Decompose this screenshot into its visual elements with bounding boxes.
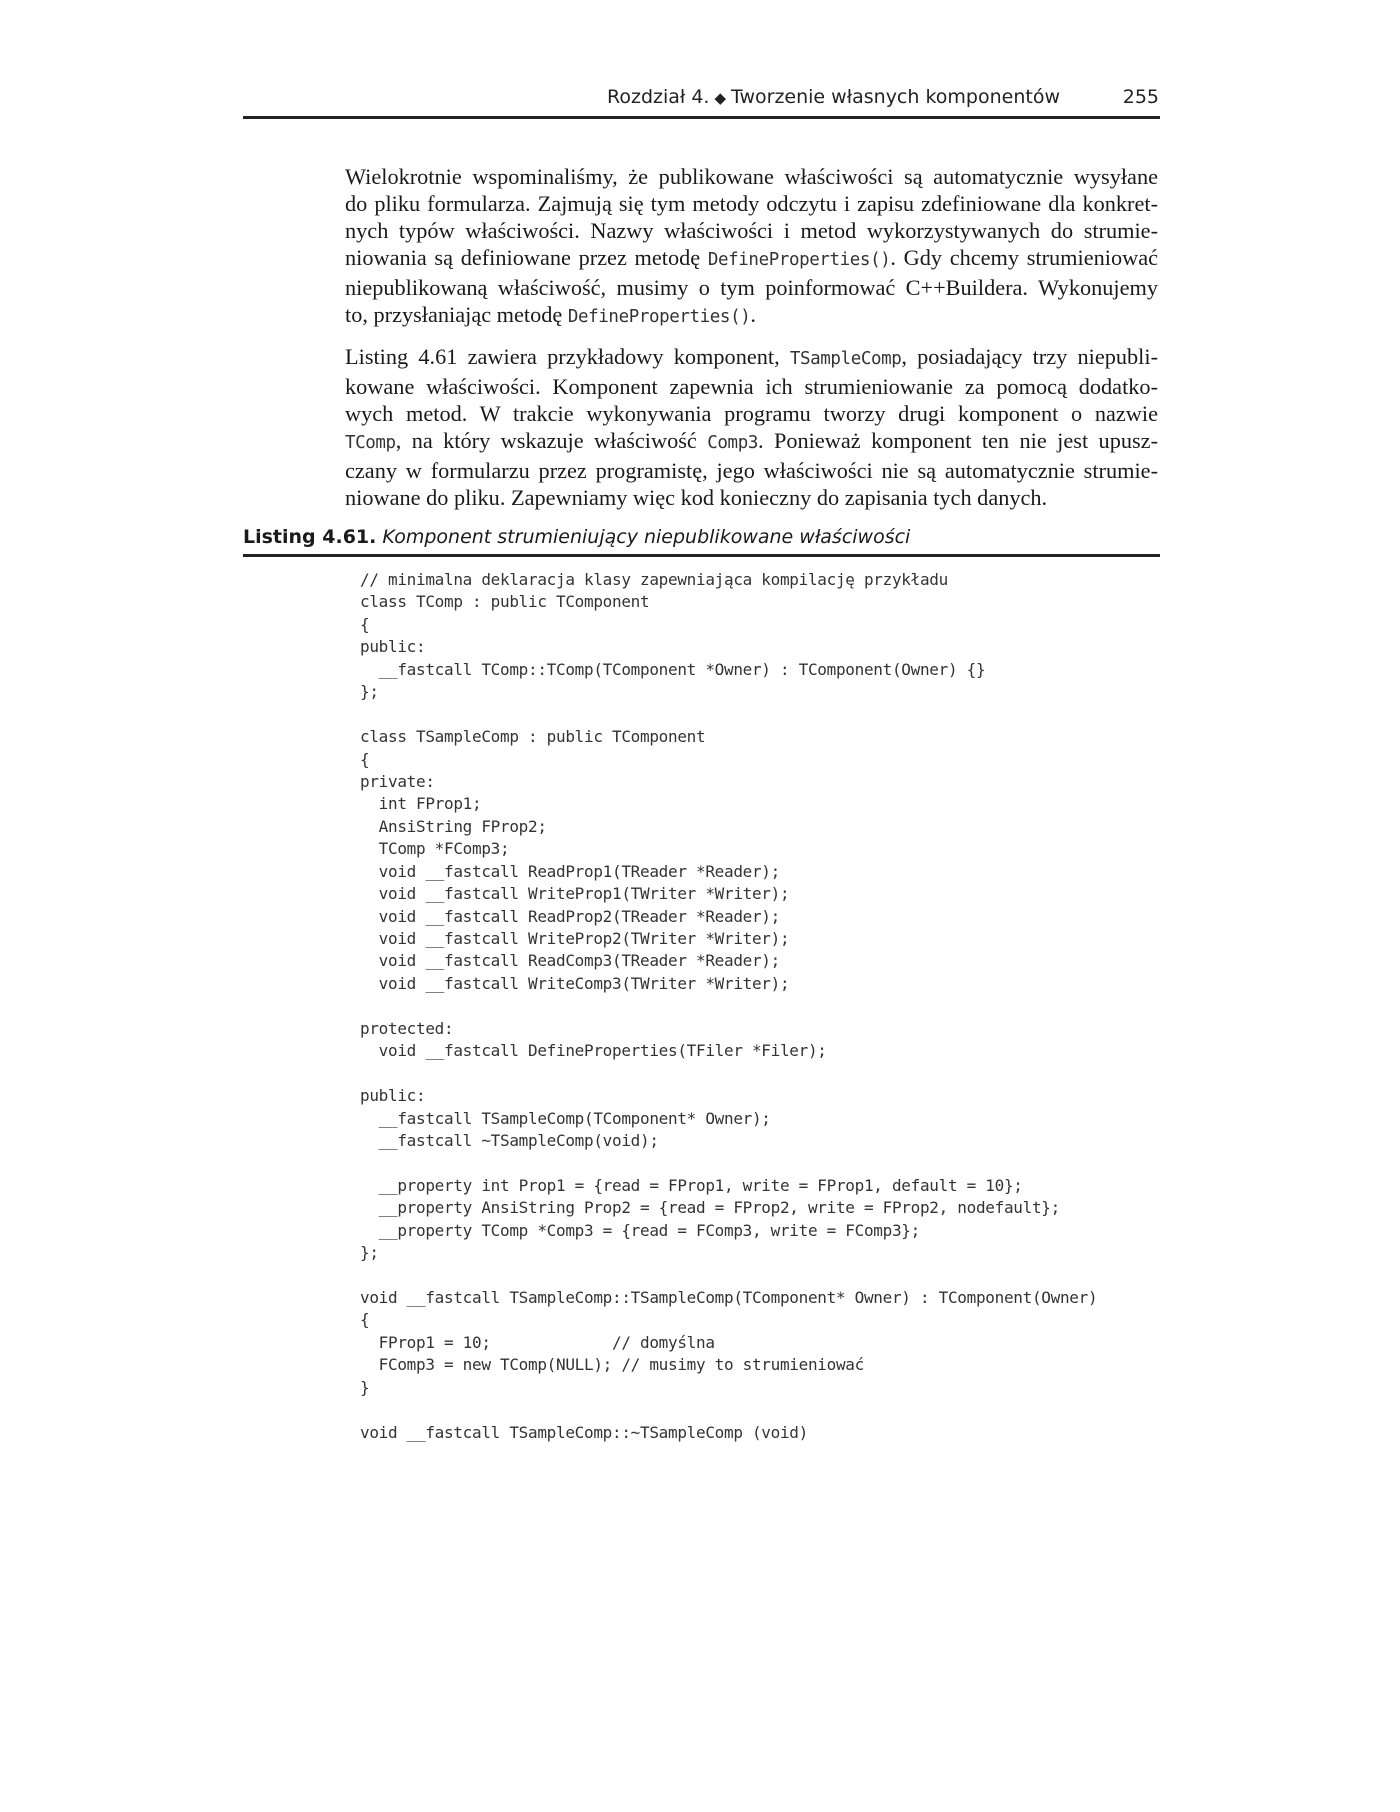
code-line: void __fastcall ReadComp3(TReader *Reader); [360, 951, 780, 971]
code-line: void __fastcall WriteComp3(TWriter *Writer); [360, 973, 790, 993]
running-header-title [607, 86, 1060, 108]
listing-title: Komponent strumieniujący niepublikowane właściwości [382, 526, 911, 548]
code-line: __fastcall TSampleComp(TComponent* Owner); [360, 1108, 771, 1128]
code-line: public: [360, 1086, 426, 1106]
code-line [360, 1063, 1097, 1085]
diamond-icon: ◆ [714, 89, 727, 107]
code-line: { [360, 1310, 370, 1330]
code-line: private: [360, 771, 435, 791]
paragraph-1 [345, 163, 1158, 331]
paragraph-line: niowania są definiowane przez metodę DefineProperties(). Gdy chcemy strumieniować [345, 245, 1158, 270]
code-line: void __fastcall ReadProp1(TReader *Reader); [360, 861, 780, 881]
paragraph-line: Listing 4.61 zawiera przykładowy komponent, TSampleComp, posiadający trzy niepubli- [345, 344, 1158, 369]
paragraph-line: czany w formularzu przez programistę, jego właściwości nie są automatycznie strumie- [345, 458, 1158, 483]
code-line: __fastcall ~TSampleComp(void); [360, 1130, 659, 1150]
code-line: class TSampleComp : public TComponent [360, 727, 706, 747]
paragraph-line: TComp, na który wskazuje właściwość Comp3. Ponieważ komponent ten nie jest upusz- [345, 428, 1159, 453]
code-line: public: [360, 637, 426, 657]
code-line: void __fastcall WriteProp1(TWriter *Writer); [360, 884, 790, 904]
inline-code: TSampleComp [789, 349, 902, 369]
code-line [360, 704, 1097, 726]
code-line [360, 995, 1097, 1017]
code-line: void __fastcall TSampleComp::~TSampleComp (void) [360, 1422, 808, 1442]
code-line: } [360, 1377, 370, 1397]
paragraph-line: to, przysłaniając metodę DefineProperties(). [345, 302, 756, 327]
code-line: void __fastcall TSampleComp::TSampleComp(TComponent* Owner) : TComponent(Owner) [360, 1288, 1098, 1307]
code-line [360, 1399, 1097, 1421]
listing-label: Listing 4.61. [243, 526, 377, 548]
code-line: // minimalna deklaracja klasy zapewniająca kompilację przykładu [360, 570, 948, 589]
code-line: void __fastcall DefineProperties(TFiler *Filer); [360, 1041, 827, 1061]
code-line: { [360, 614, 370, 634]
paragraph-line: nych typów właściwości. Nazwy właściwości i metod wykorzystywanych do strumie- [345, 218, 1158, 243]
code-line: int FProp1; [360, 794, 482, 814]
paragraph-line: kowane właściwości. Komponent zapewnia ich strumieniowanie za pomocą dodatko- [345, 374, 1158, 399]
paragraph-line: niepublikowaną właściwość, musimy o tym poinformować C++Buildera. Wykonujemy [345, 275, 1158, 300]
code-line [360, 1265, 1097, 1287]
listing-caption [243, 526, 1160, 557]
chapter-label: Rozdział 4. [607, 86, 710, 108]
paragraph-line: Wielokrotnie wspominaliśmy, że publikowane właściwości są automatycznie wysyłane [345, 164, 1158, 189]
inline-code: DefineProperties() [707, 250, 891, 270]
code-listing [360, 569, 1097, 1444]
code-line: void __fastcall ReadProp2(TReader *Reader); [360, 906, 780, 926]
code-line: class TComp : public TComponent [360, 592, 650, 612]
paragraph-line: niowane do pliku. Zapewniamy więc kod konieczny do zapisania tych danych. [345, 485, 1048, 510]
code-line: AnsiString FProp2; [360, 816, 547, 836]
code-line: protected: [360, 1018, 454, 1038]
section-title: Tworzenie własnych komponentów [731, 86, 1060, 108]
code-line: FProp1 = 10; // domyślna [360, 1332, 715, 1352]
running-header [243, 84, 1160, 119]
code-line: }; [360, 1243, 379, 1263]
code-line: __property int Prop1 = {read = FProp1, write = FProp1, default = 10}; [360, 1175, 1023, 1195]
paragraph-2 [345, 343, 1158, 511]
page-number: 255 [1122, 86, 1159, 108]
code-line: __property AnsiString Prop2 = {read = FProp2, write = FProp2, nodefault}; [360, 1198, 1060, 1218]
code-line: }; [360, 682, 379, 702]
code-line: __property TComp *Comp3 = {read = FComp3, write = FComp3}; [360, 1220, 920, 1240]
code-line: TComp *FComp3; [360, 839, 510, 859]
paragraph-line: do pliku formularza. Zajmują się tym metody odczytu i zapisu zdefiniowane dla konkret- [345, 191, 1158, 216]
code-line: FComp3 = new TComp(NULL); // musimy to strumieniować [360, 1355, 864, 1375]
code-line: __fastcall TComp::TComp(TComponent *Owner) : TComponent(Owner) {} [360, 659, 986, 679]
code-line [360, 1152, 1097, 1174]
code-line: void __fastcall WriteProp2(TWriter *Writer); [360, 929, 790, 948]
inline-code: Comp3 [707, 433, 758, 453]
inline-code: TComp [345, 433, 396, 453]
code-line: { [360, 749, 370, 769]
paragraph-line: wych metod. W trakcie wykonywania programu tworzy drugi komponent o nazwie [345, 401, 1158, 426]
inline-code: DefineProperties() [567, 307, 751, 327]
